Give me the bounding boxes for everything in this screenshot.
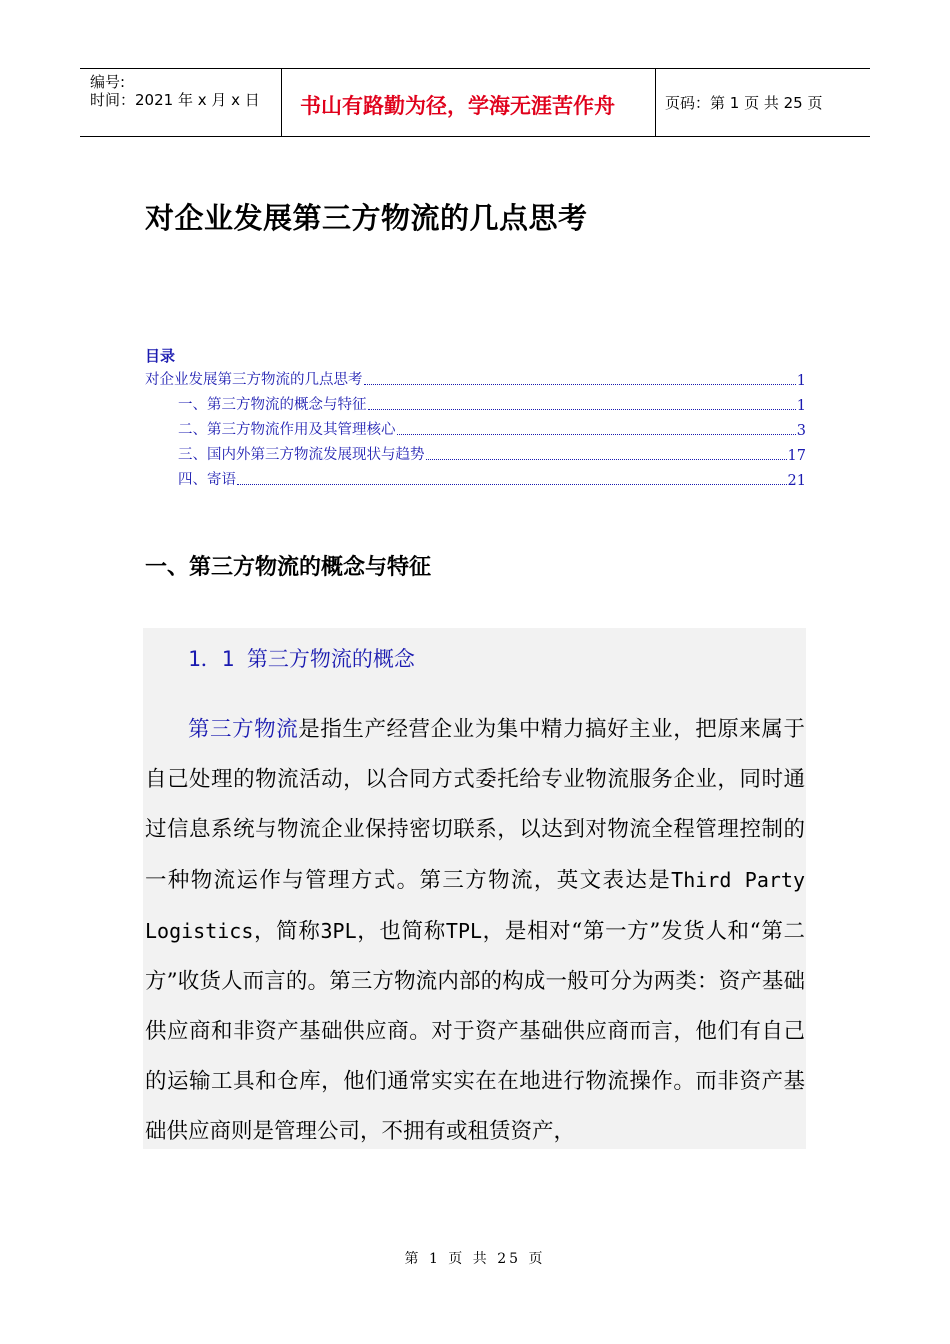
header-motto: 书山有路勤为径，学海无涯苦作舟 <box>300 93 615 118</box>
toc-entry-text: 四、寄语 <box>178 472 236 488</box>
header-time: 时间：2021 年 x 月 x 日 <box>90 91 260 109</box>
toc-entry-page: 1 <box>796 398 806 414</box>
header-bottom-border <box>80 136 870 137</box>
page-footer: 第 1 页 共 25 页 <box>404 1251 546 1267</box>
toc-leader <box>364 384 796 385</box>
document-title: 对企业发展第三方物流的几点思考 <box>145 201 588 235</box>
section-heading: 一、第三方物流的概念与特征 <box>145 555 432 580</box>
keyword-link[interactable]: 第三方物流 <box>188 717 299 742</box>
header-divider-right <box>655 68 656 137</box>
toc-entry-page: 21 <box>787 473 806 489</box>
subsection-heading: 1．1 第三方物流的概念 <box>188 647 415 671</box>
toc-entry[interactable] <box>178 444 806 464</box>
toc-entry[interactable] <box>178 469 806 489</box>
toc-entry-page: 17 <box>787 448 806 464</box>
toc-entry-page: 1 <box>796 373 806 389</box>
header-top-border <box>80 68 870 69</box>
toc-heading: 目录 <box>145 347 176 365</box>
toc-entry-text: 对企业发展第三方物流的几点思考 <box>145 372 363 388</box>
toc-leader <box>237 484 787 485</box>
header-page-info: 页码：第 1 页 共 25 页 <box>665 94 823 112</box>
header-divider-left <box>281 68 282 137</box>
toc-entry[interactable] <box>178 419 806 439</box>
toc-entry-text: 三、国内外第三方物流发展现状与趋势 <box>178 447 425 463</box>
header-number: 编号: <box>90 73 126 91</box>
toc-entry-text: 一、第三方物流的概念与特征 <box>178 397 367 413</box>
toc-entry[interactable] <box>178 394 806 414</box>
toc-leader <box>397 434 796 435</box>
body-paragraph: 第三方物流是指生产经营企业为集中精力搞好主业，把原来属于自己处理的物流活动，以合同方式委托给专业物流服务企业，同时通过信息系统与物流企业保持密切联系，以达到对物流全程管理控制的一种物流运作与管理方式。第三方物流，英文表达是Third Party Logistics，简称3PL，也简称TPL，是相对“第一方”发货人和“第二方”收货人而言的。第三方物流内部的构成一般可分为两类：资产基础供应商和非资产基础供应商。对于资产基础供应商而言，他们有自己的运输工具和仓库，他们通常实实在在地进行物流操作。而非资产基础供应商则是管理公司，不拥有或租赁资产， <box>145 717 805 1144</box>
toc-entry[interactable] <box>145 369 806 389</box>
toc-leader <box>368 409 796 410</box>
toc-leader <box>426 459 787 460</box>
toc-entry-page: 3 <box>796 423 806 439</box>
toc-entry-text: 二、第三方物流作用及其管理核心 <box>178 422 396 438</box>
